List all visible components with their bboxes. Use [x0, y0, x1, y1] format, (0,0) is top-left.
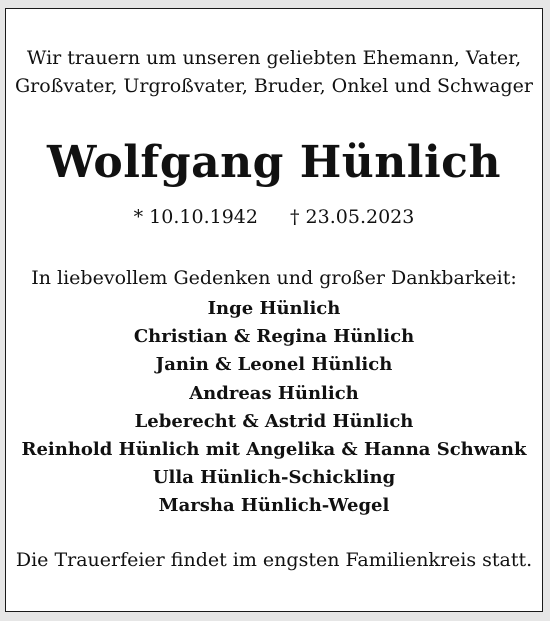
mourner-name: Leberecht & Astrid Hünlich — [134, 410, 414, 432]
mourner-name: Andreas Hünlich — [189, 382, 359, 404]
obituary-notice — [5, 8, 543, 612]
mourner-name: Janin & Leonel Hünlich — [155, 354, 393, 376]
intro-text — [6, 44, 542, 100]
funeral-note: Die Trauerfeier findet im engsten Familienkreis statt. — [15, 549, 533, 571]
death-date: † 23.05.2023 — [290, 206, 415, 228]
life-dates — [6, 204, 542, 230]
mourner-name: Marsha Hünlich-Wegel — [158, 495, 390, 517]
intro-line: Großvater, Urgroßvater, Bruder, Onkel und Schwager — [15, 75, 533, 97]
deceased-name: Wolfgang Hünlich — [47, 137, 501, 188]
mourners-list — [6, 295, 542, 521]
mourner-name: Ulla Hünlich-Schickling — [152, 467, 396, 489]
mourner-name: Reinhold Hünlich mit Angelika & Hanna Schwank — [21, 439, 527, 461]
birth-date: * 10.10.1942 — [133, 206, 258, 228]
memory-line: In liebevollem Gedenken und großer Dankbarkeit: — [31, 267, 517, 289]
mourner-name: Inge Hünlich — [207, 298, 341, 319]
intro-line: Wir trauern um unseren geliebten Ehemann, Vater, — [26, 47, 522, 69]
mourner-name: Christian & Regina Hünlich — [133, 326, 415, 348]
